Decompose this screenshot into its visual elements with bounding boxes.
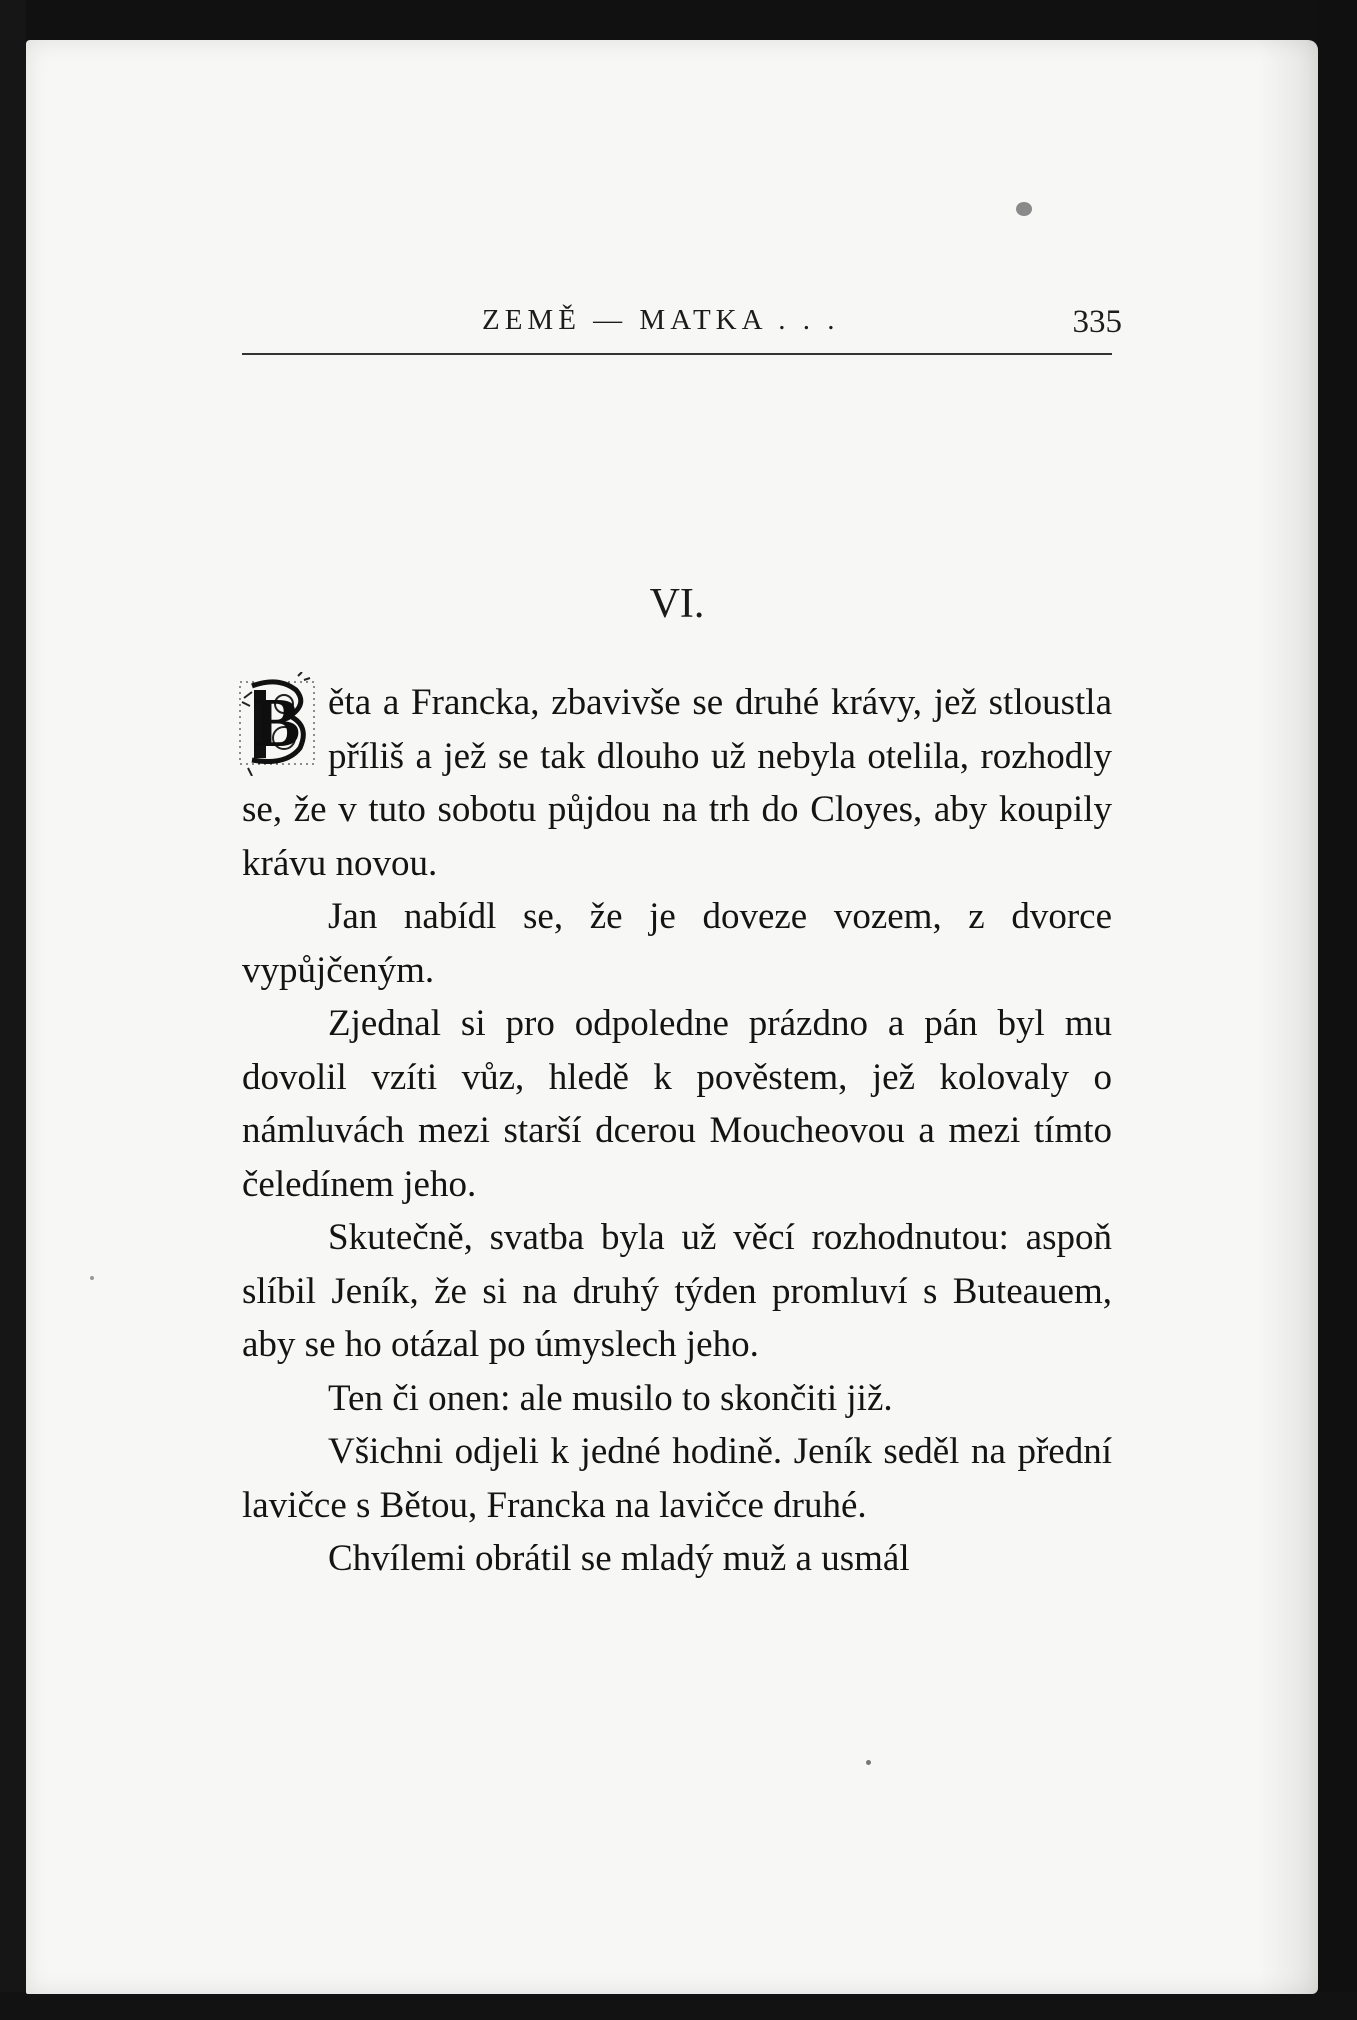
body-text [242, 676, 1112, 1586]
paragraph-3: Zjednal si pro odpoledne prázdno a pán byl mu dovolil vzíti vůz, hledě k pověstem, jež kolovaly o námluvách mezi starší dcerou Moucheovou a mezi tímto čeledínem jeho. [242, 1003, 1112, 1205]
page-number: 335 [1072, 304, 1122, 340]
paragraph-7: Chvílemi obrátil se mladý muž a usmál [328, 1538, 910, 1579]
paragraph-5: Ten či onen: ale musilo to skončiti již. [328, 1377, 893, 1419]
paragraph-1 [242, 676, 1112, 890]
paragraph-4: Skutečně, svatba byla už věcí rozhodnutou: aspoň slíbil Jeník, že si na druhý týden promluví s Buteauem, aby se ho otázal po úmyslech jeho. [242, 1217, 1112, 1365]
paragraph-2: Jan nabídl se, že je doveze vozem, z dvorce vypůjčeným. [242, 896, 1112, 991]
ink-speck [90, 1276, 94, 1280]
scan-edge-bottom [0, 1992, 1357, 2020]
dropcap-svg [238, 672, 316, 776]
running-head-title: ZEMĚ — MATKA . . . [482, 304, 840, 336]
paragraph-6: Všichni odjeli k jedné hodině. Jeník seděl na přední lavičce s Bětou, Francka na lavičce druhé. [242, 1431, 1112, 1526]
ink-speck [866, 1760, 871, 1765]
running-head [242, 302, 1122, 346]
book-page [26, 40, 1318, 1994]
scan-edge-right [1317, 0, 1357, 2020]
dropcap-letter: B [253, 685, 301, 762]
header-rule [242, 353, 1112, 355]
scan-edge-left [0, 0, 26, 2020]
dropcap-ornament-icon [238, 672, 316, 776]
scan-edge-top [0, 0, 1357, 42]
chapter-heading: VI. [649, 581, 705, 627]
paragraph-1-text: ěta a Francka, zbavivše se druhé krávy, jež stloustla příliš a jež se tak dlouho už nebyla otelila, rozhodly se, že v tuto sobotu půjdou na trh do Cloyes, aby koupily krávu novou. [242, 682, 1112, 884]
ink-speck [1016, 202, 1032, 216]
